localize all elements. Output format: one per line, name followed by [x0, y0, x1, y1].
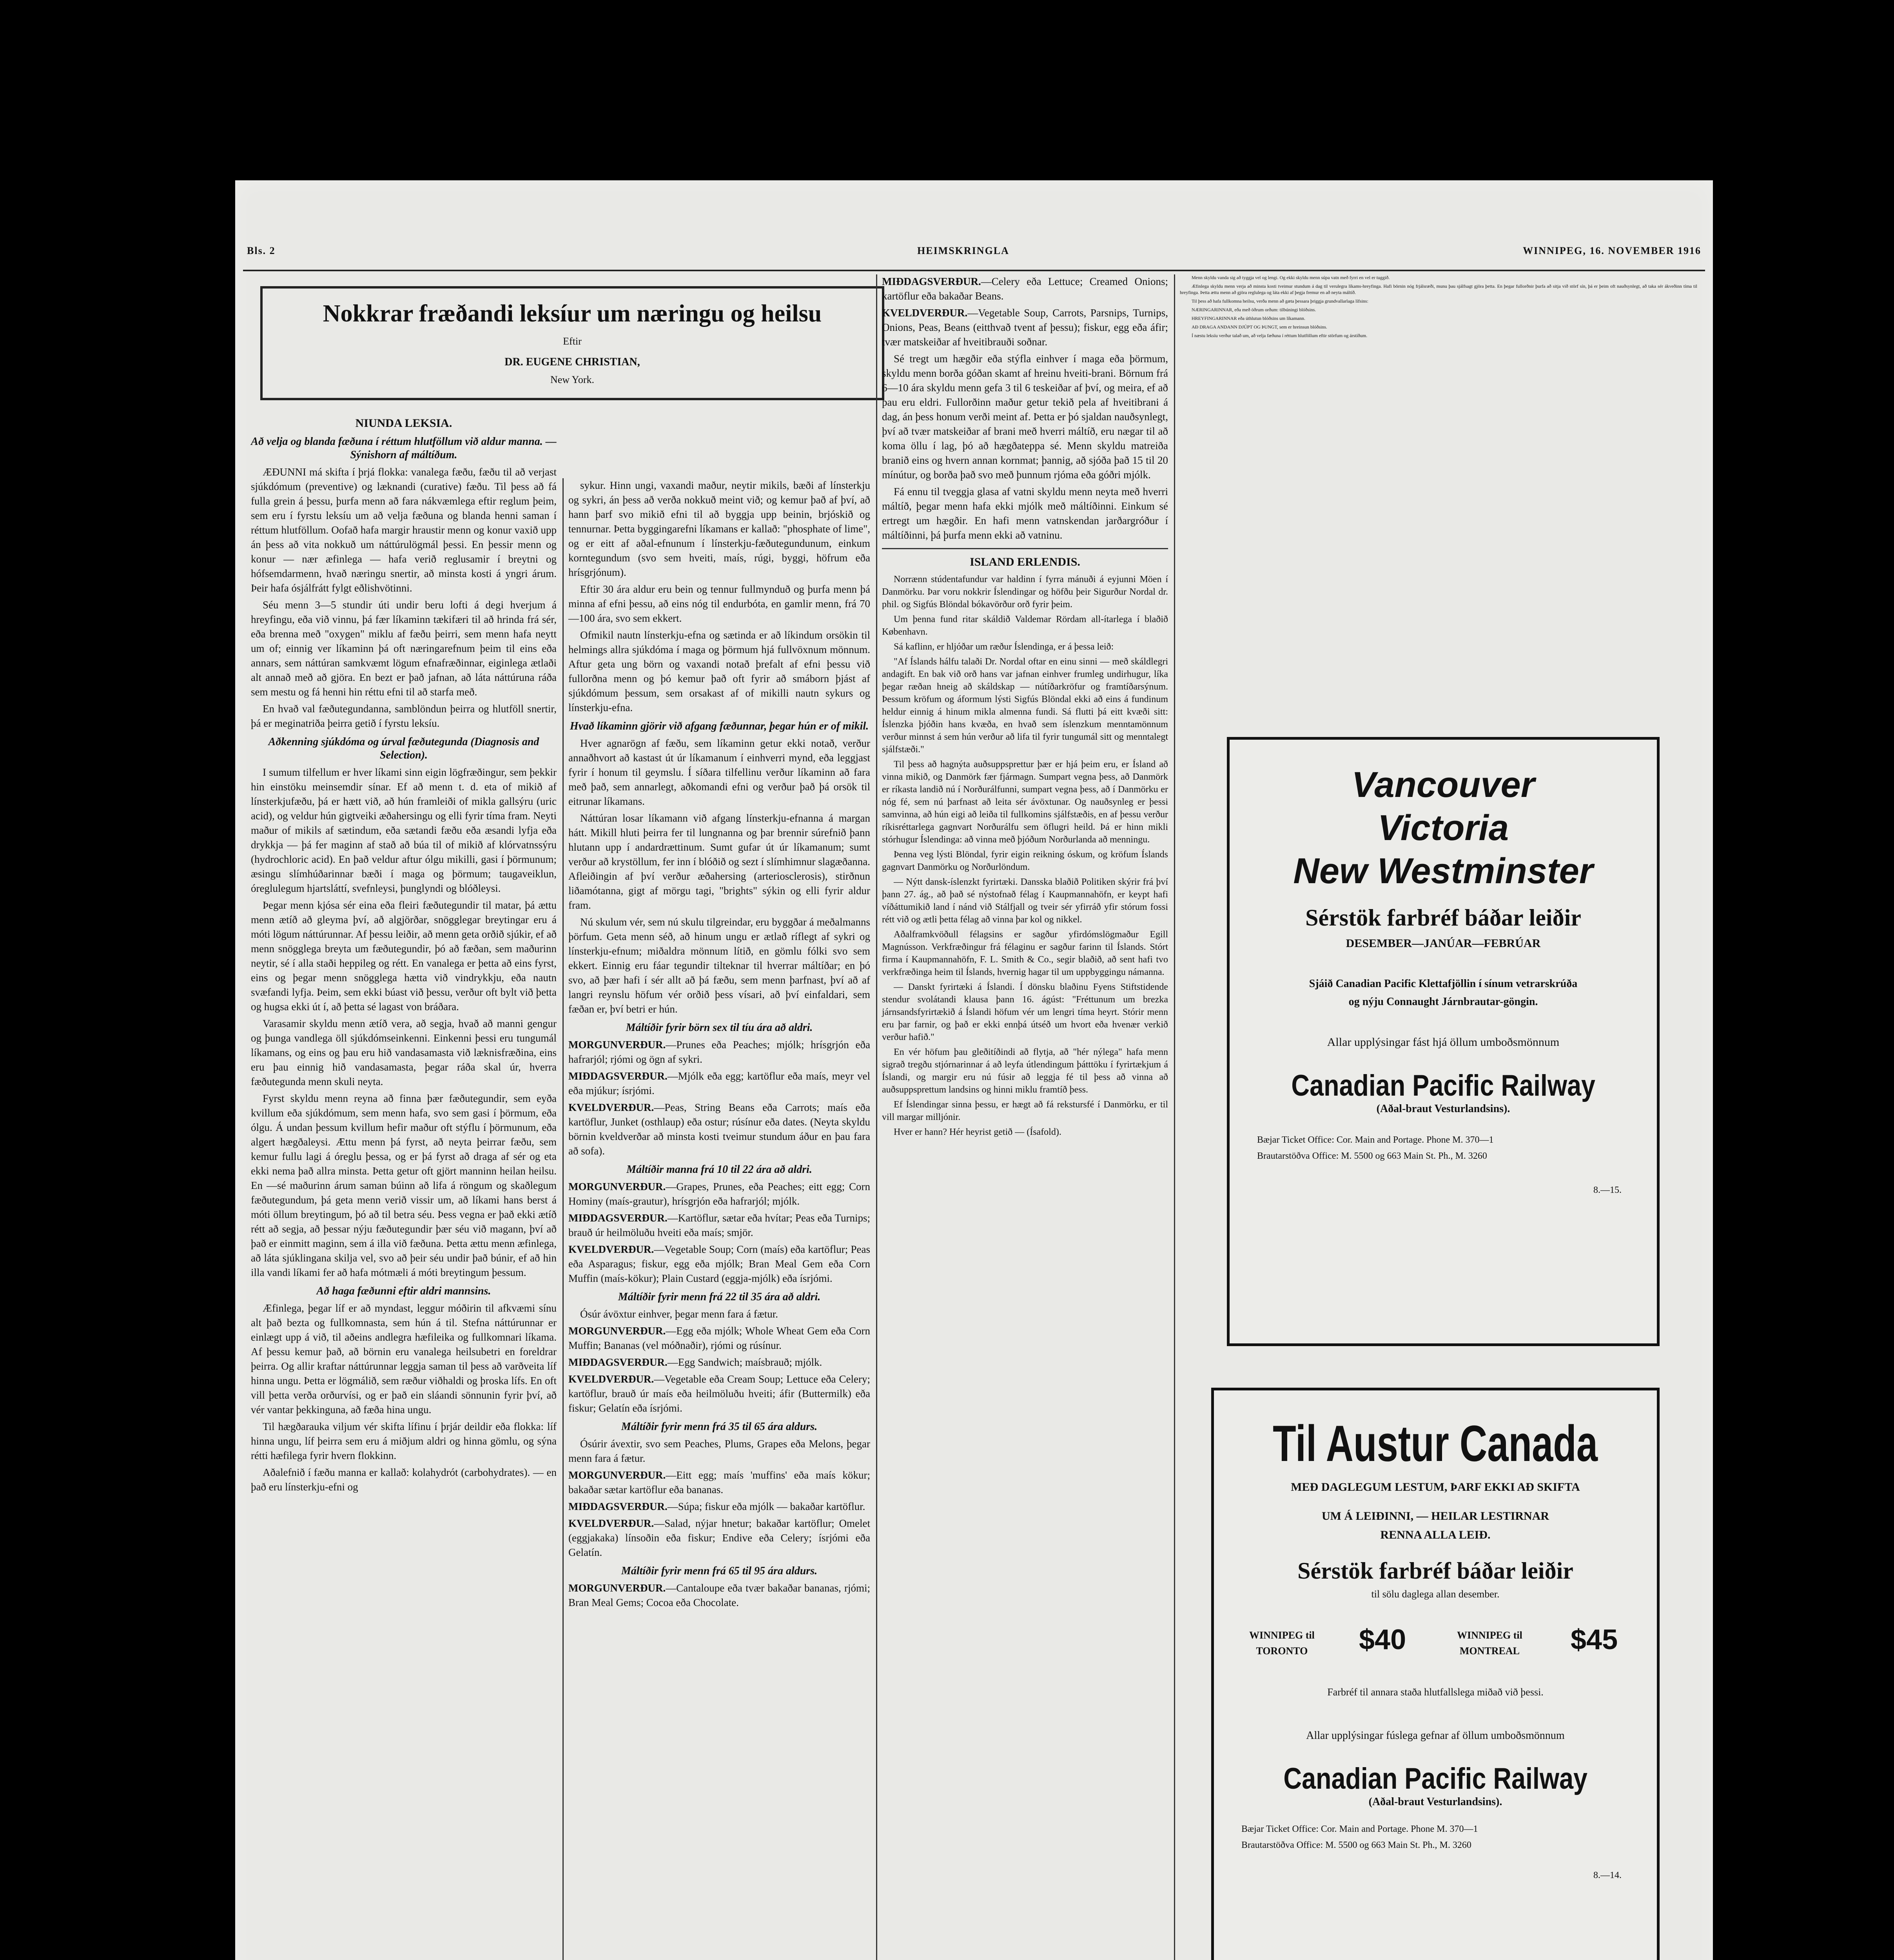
- ad2-prices: [1214, 1620, 1657, 1686]
- column-4-text: [1180, 274, 1697, 659]
- col2-text-b: [568, 736, 870, 1016]
- meal-items: —Vegetable Soup, Carrots, Parsnips, Turnips, Onions, Peas, Beans (eitthvað tvent af þessu); fiskur, egg eða áfir; tvær matskeiðar af hveitibrauði soðnar.: [882, 307, 1168, 348]
- meal-label: KVELDVERÐUR.: [882, 307, 968, 319]
- ad-line-victoria: Victoria: [1377, 808, 1509, 848]
- lesson-heading: NIUNDA LEKSIA.: [355, 417, 452, 430]
- meal-items: —Egg eða mjólk; Whole Wheat Gem eða Corn Muffin; Bananas (vel móðnaðir), rjómi og rúsínur.: [568, 1325, 870, 1351]
- meal-line: [568, 1468, 870, 1497]
- lesson-subhead: Að velja og blanda fæðuna í réttum hlutföllum við aldur manna. — Sýnishorn af máltíðum.: [251, 436, 557, 461]
- meal-line: [568, 1372, 870, 1416]
- paragraph: ÆÐUNNI má skifta í þrjá flokka: vanalega fæðu, fæðu til að verjast sjúkdómum (preventive) og læknandi (curative) fæðu. Til þess að fá fulla grein á þessu, þurfa menn að fara nákvæmlega eftir reglum þeim, sem eru í fyrstu leksíu um að velja fæðuna og blanda henni saman í réttum hlutföllum. Oofað hafa margir hraustir menn og konur vaxið upp án þess að vita nokkuð um náttúrulögmál þessi. En þessir menn og konur — nær æfinlega — hafa verið reglusamir í breytni og hófsemdarmenn, hvað næringu snertir, að minsta kosti á yngri árum. Þeir hafa ósjálfrátt fylgt eðlishvötinni.: [251, 466, 557, 594]
- paragraph: Aðalframkvöðull félagsins er sagður yfirdómslögmaður Egill Magnússon. Verkfræðingur frá félaginu er sagður farinn til Íslands. Stórt firma í Kaupmannahöfn, F. L. Smith & Co., segir blaðið, að sent hafi tvo verkfræðinga heim til Íslands, hvernig hagar til um uppbyggingu námanna.: [882, 929, 1168, 977]
- section-rule: [882, 548, 1168, 549]
- meal-label: MIÐDAGSVERÐUR.: [568, 1501, 668, 1512]
- col1-text-c: [251, 1301, 557, 1494]
- paragraph: Nú skulum vér, sem nú skulu tilgreindar, eru byggðar á meðalmanns þörfum. Geta menn séð, að hinum ungu er ætlað ríflegt af sykri og línsterkju-efnum; miðaldra mönnum lítið, en gömlu fólki svo sem ekkert. Einnig eru fáar tegundir tilteknar til hverrar máltíðar; en þó svo, að þær hafi í sér allt að þá fæðu, sem menn þarfnast, því að af langri reynslu höfum vér orðið þess vísari, að því einfaldari, sem fæðan er, því betri er hún.: [568, 916, 870, 1015]
- meal-items: —Mjólk eða egg; kartöflur eða maís, meyr vel eða mjúkur; ísrjómi.: [568, 1070, 870, 1096]
- meal-label: MORGUNVERÐUR.: [568, 1469, 666, 1481]
- meal-label: MORGUNVERÐUR.: [568, 1039, 666, 1051]
- paragraph: Eftir 30 ára aldur eru bein og tennur fullmynduð og þurfa menn þá minna af efni þessu, að eins nóg til endurbóta, en gamlir menn, frá 70—100 ára, svo sem ekkert.: [568, 583, 870, 624]
- meal-line: [568, 1211, 870, 1240]
- column-rule: [1174, 274, 1175, 1960]
- meal-plan-heading: Máltíðir fyrir menn frá 65 til 95 ára aldurs.: [621, 1565, 818, 1577]
- ad-note-2: og nýju Connaught Járnbrautar-göngin.: [1348, 996, 1538, 1008]
- meal-line: [882, 306, 1168, 349]
- meal-label: MIÐDAGSVERÐUR.: [568, 1070, 668, 1082]
- paper-name: HEIMSKRINGLA: [917, 245, 1009, 256]
- meal-items: —Prunes eða Peaches; mjólk; hrísgrjón eða hafrarjól; rjómi og ögn af sykri.: [568, 1039, 870, 1065]
- ad-line-vancouver: Vancouver: [1352, 765, 1535, 805]
- paragraph: Ef Íslendingar sinna þessu, er hægt að fá rekstursfé í Danmörku, er til vill margar milljónir.: [882, 1100, 1168, 1122]
- ad2-office-2: Brautarstöðva Office: M. 5500 og 663 Main St. Ph., M. 3260: [1241, 1840, 1471, 1850]
- paragraph: Náttúran losar líkamann við afgang línsterkju-efnanna á margan hátt. Mikill hluti þeirra fer til lungnanna og þar brennir súrefnið þann hlutann upp í andardrættinum. Sumt gufar út úr líkamanum; sumt verður að krystöllum, fer inn í blóðið og sezt í slímhimnur slagæðanna. Afleiðingin af því verður æðahersing (arteriosclerosis), stirðnun liðamótanna, gigt af mörgu tagi, "brights" sýkin og elli fyrir aldur fram.: [568, 812, 870, 911]
- meal-line: [568, 1324, 870, 1353]
- meal-line: [882, 274, 1168, 303]
- paragraph: Menn skyldu vanda sig að tyggja vel og lengi. Og ekki skyldu menn súpa vatn með fyrri en vel er tuggið.: [1192, 275, 1390, 280]
- meal-label: KVELDVERÐUR.: [568, 1243, 654, 1255]
- meal-label: KVELDVERÐUR.: [568, 1102, 654, 1113]
- col1-text-a: [251, 465, 557, 731]
- meal-items: —Egg Sandwich; maísbrauð; mjólk.: [667, 1356, 822, 1368]
- paragraph: Til þess að hafa fullkomna heilsu, verða menn að gæta þessara þriggja grundvallarlaga lífsins:: [1192, 298, 1368, 304]
- island-heading: ISLAND ERLENDIS.: [970, 555, 1080, 568]
- ad2-office-1: Bæjar Ticket Office: Cor. Main and Portage. Phone M. 370—1: [1241, 1824, 1478, 1834]
- paragraph: Til þess að hagnýta auðsuppsprettur þær er hjá þeim eru, er Ísland að vinna mikið, og Danmörk fær fjármagn. Sumpart vegna þess, að Danmörk er ríkasta landið nú í Norðurálfunni, sumpart vegna þess, að í Danmörku er nóg fé, sem nú þarfnast að leita sér ávöxtunar. Og nauðsynleg er þessi samvinna, að hún eigi að leiða til fullkomins sjálfstæðis, en af þessu verður ríkisréttarlega gagnvart Norðurálfu sem öflugri heild. Þá er hinn mikli stórhugur Íslendinga: að vinna með þjóðum Norðurlanda að menningu.: [882, 759, 1168, 845]
- article-place: New York.: [550, 374, 594, 385]
- meal-plan-heading: Máltíðir fyrir börn sex til tíu ára að aldri.: [626, 1022, 813, 1034]
- ad-office-1: Bæjar Ticket Office: Cor. Main and Portage. Phone M. 370—1: [1257, 1135, 1494, 1145]
- col4-text: [1180, 274, 1697, 339]
- cpr-vancouver-ad: [1227, 737, 1660, 1346]
- ad2-other: Farbréf til annara staða hlutfallslega miðað við þessi.: [1327, 1686, 1544, 1698]
- ad2-info: Allar upplýsingar fúslega gefnar af öllum umboðsmönnum: [1306, 1730, 1565, 1742]
- age-heading: Að haga fæðunni eftir aldri mannsins.: [316, 1285, 491, 1297]
- paragraph: sykur. Hinn ungi, vaxandi maður, neytir mikils, bæði af línsterkju og sykri, án þess að verða nokkuð meint við; og kemur það af því, að hann þarf svo mikið efni til að byggja upp beinin, brjóskið og tennurnar. Þetta byggingarefni líkamans er kallað: "phosphate of lime", og er eitt af aðal-efnunum í línsterkju-fæðutegundunum, einkum korntegundum (svo sem hveiti, maís, rúgi, byggi, höfrum eða hrísgrjónum).: [568, 479, 870, 578]
- waste-heading: Hvað líkaminn gjörir við afgang fæðunnar, þegar hún er of mikil.: [570, 720, 869, 732]
- ad2-line-1: MEÐ DAGLEGUM LESTUM, ÞARF EKKI AÐ SKIFTA: [1291, 1481, 1580, 1494]
- paragraph: Hver agnarögn af fæðu, sem líkaminn getur ekki notað, verður annaðhvort að kastast út úr líkamanum í einhverri mynd, eða leggjast fyrir í honum til geymslu. Í síðara tilfellinu verður líkaminn að fara með það, sem annarlegt, aðkomandi efni og verður það þá orsök til eitrunar líkamans.: [568, 737, 870, 807]
- paragraph: Í næstu leksíu verður talað um, að velja fæðuna í réttum hlutföllum eftir störfum og árstíðum.: [1192, 333, 1368, 338]
- column-2: [568, 478, 870, 1612]
- paragraph: Fyrst skyldu menn reyna að finna þær fæðutegundir, sem eyða kvillum eða sjúkdómum, sem menn hafa, svo sem gasi í þörmum, eða ólgu. Á undan þessum kvillum hefir maður oft stýflu í þörmunum, eða algert hægðaleysi. Ættu menn þá fyrst, að neyta þeirrar fæðu, sem kemur fullu lagi á óreglu þessa, og er þá fyrst að draga af sér og eta ekki nema það allra minsta. Þetta getur oft gjört manninn heilan heilsu. En —sé maðurinn árum saman búinn að lifa á röngum og skaðlegum fæðutegundum, þá geta menn verið vissir um, að líkami hans berst á móti öllum breytingum, þó að til betra séu. Þess vegna er það ekki ætíð rétt að segja, að þessar nýju fæðutegundir þær séu við magann, því að það er einmitt maginn, sem á illa við fæðuna. Þetta ættu menn æfinlega, að láta sjúklingana skilja vel, svo að þeir séu undir það búnir, ef að hin illa vandi líkami fer að hafa mótmæli á móti breytingum þessum.: [251, 1093, 557, 1278]
- meal-label: MORGUNVERÐUR.: [568, 1582, 666, 1594]
- meal-items: —Kartöflur, sætar eða hvítar; Peas eða Turnips; brauð úr heilmöluðu hveiti eða maís; smjör.: [568, 1212, 870, 1238]
- meal-label: MORGUNVERÐUR.: [568, 1325, 666, 1337]
- ad2-route-1: WINNIPEG til TORONTO: [1249, 1630, 1315, 1657]
- paragraph: Norrænn stúdentafundur var haldinn í fyrra mánuði á eyjunni Möen í Danmörku. Þar voru nokkrir Íslendingar og höfðu þeir Sigurður Nordal dr. phil. og Sigfús Blöndal bókavörður orð fyrir þeim.: [882, 574, 1168, 610]
- meal-plan-heading: Máltíðir fyrir menn frá 35 til 65 ára aldurs.: [621, 1421, 818, 1433]
- meal-plan-heading: Máltíðir fyrir menn frá 22 til 35 ára að aldri.: [618, 1291, 821, 1303]
- ad2-route-2: WINNIPEG til MONTREAL: [1457, 1630, 1522, 1657]
- ad2-company: Canadian Pacific Railway: [1283, 1762, 1587, 1795]
- meal-items: —Grapes, Prunes, eða Peaches; eitt egg; Corn Hominy (maís-grautur), hrísgrjón eða hafrarjól; mjólk.: [568, 1181, 870, 1207]
- ad-company-sub: (Aðal-braut Vesturlandsins).: [1376, 1103, 1510, 1115]
- paragraph: En hvað val fæðutegundanna, samblöndun þeirra og hlutföll snertir, þá er meginatriða þeirra getið í fyrstu leksíu.: [251, 703, 557, 729]
- ad2-company-sub: (Aðal-braut Vesturlandsins).: [1368, 1796, 1502, 1808]
- meal-items: —Súpa; fiskur eða mjólk — bakaðar kartöflur.: [667, 1501, 865, 1512]
- ad2-code: 8.—14.: [1593, 1870, 1622, 1880]
- paragraph: Þenna veg lýsti Blöndal, fyrir eigin reikning óskum, og kröfum Íslands gagnvart Danmörku og Norðurlöndum.: [882, 849, 1168, 872]
- article-author: DR. EUGENE CHRISTIAN,: [504, 356, 640, 368]
- ad2-sale: til sölu daglega allan desember.: [1371, 1588, 1500, 1600]
- paragraph: Þegar menn kjósa sér eina eða fleiri fæðutegundir til matar, þá ættu menn ætíð að gleyma því, að algjörðar, snögglegar breytingar eru á móti lögum náttúrunnar. Af þessu leiðir, að menn geta orðið sjúkir, ef að menn snögglega breyta um fæðutegundir, þó að fæðan, sem maðurinn neytir, sé í alla staði heppileg og rétt. En vanalega er þetta að eins fyrst, eins og þegar menn snögglega hætta við vindrykkju, eða nautn svæfandi lyfja. Þeim, sem ekki búast við þessu, verður oft bylt við þetta og hugsa ekki út í, að þetta sé lagast von bráðara.: [251, 899, 557, 1013]
- paragraph: Hver er hann? Hér heyrist getið — (Ísafold).: [894, 1127, 1061, 1137]
- cpr-east-canada-ad: [1211, 1388, 1660, 1960]
- ad2-line-3: RENNA ALLA LEIÐ.: [1380, 1528, 1491, 1541]
- paragraph: Um þenna fund ritar skáldið Valdemar Rördam all-ítarlega í blaðið København.: [882, 614, 1168, 637]
- page-number: Bls. 2: [247, 245, 276, 256]
- meal-label: MIÐDAGSVERÐUR.: [568, 1356, 668, 1368]
- meal-line: [568, 1516, 870, 1560]
- paragraph: AÐ DRAGA ANDANN DJÚPT OG ÞUNGT, sem er hreinsun blóðsins.: [1192, 324, 1327, 330]
- meal-items: —Cantaloupe eða tvær bakaðar bananas, rjómi; Bran Meal Gems; Cocoa eða Chocolate.: [568, 1582, 870, 1608]
- page-header: [243, 245, 1705, 269]
- paragraph: I sumum tilfellum er hver líkami sinn eigin lögfræðingur, sem þekkir hin einstöku meinsemdir sínar. Ef að menn t. d. eta of mikið af línsterkjufæðu, þá er hætt við, að hún framleiði of mikla gallsýru (uric acid), og veldur hún gigtveiki æðahersingu og elli fyrir tíma fram. Neyti maður of mikils af sætindum, eða sætandi fæðu eða æsandi lyfja eða drykkja — þá fer maginn af stað að búa til of mikið af klórvatnssýru (hydrochloric acid). En það veldur aftur ólgu mikilli, gasi í þörmunum; æsingu slímhúðarinnar bæði í maga og þörmum; taugaveiklun, óreglulegum hjartsláttí, svefnleysi, þunglyndi og blóðleysi.: [251, 766, 557, 894]
- ad2-line-2: UM Á LEIÐINNI, — HEILAR LESTIRNAR: [1321, 1510, 1549, 1523]
- meal-items: —Vegetable eða Cream Soup; Lettuce eða Celery; kartöflur, brauð úr maís eða heilmöluðu hveiti; áfir (Buttermilk) eða fiskur; Gelatín eða ísrjómi.: [568, 1373, 870, 1414]
- island-text: [882, 573, 1168, 1138]
- ad-fares: Sérstök farbréf báðar leiðir: [1305, 905, 1581, 931]
- ad-note-1: Sjáið Canadian Pacific Klettafjöllin í sínum vetrarskrúða: [1309, 978, 1578, 990]
- column-rule: [562, 478, 564, 1960]
- header-rule: [243, 270, 1705, 271]
- ad-company: Canadian Pacific Railway: [1291, 1069, 1595, 1102]
- dateline: WINNIPEG, 16. NOVEMBER 1916: [1523, 245, 1701, 256]
- meal-items: —Salad, nýjar hnetur; bakaðar kartöflur; Omelet (eggjakaka) línsoðin eða fiskur; Endive eða Celery; ísrjómi eða Gelatín.: [568, 1517, 870, 1558]
- column-rule: [876, 274, 877, 1960]
- paragraph: — Danskt fyrirtæki á Íslandi. Í dönsku blaðinu Fyens Stiftstidende stendur svolátandi klausa þann 16. ágúst: "Fréttunum um brezka járnsandsfyrirtækið á Íslandi höfum vér um lengri tíma heyrt. Stórir menn eru þar farnir, og það er ekki ennþá útséð um hvort eða hvenær verkið verður hafið.": [882, 982, 1168, 1042]
- ad2-price-2: $45: [1571, 1624, 1618, 1655]
- paragraph: Til hægðarauka viljum vér skifta lífinu í þrjár deildir eða flokka: líf hinna ungu, líf þeirra sem eru á miðjum aldri og hinna gömlu, og sýna rétti hæfilega fyrir hvern flokkinn.: [251, 1421, 557, 1461]
- meal-items: —Vegetable Soup; Corn (maís) eða kartöflur; Peas eða Asparagus; fiskur, egg eða mjólk; Bran Meal Gem eða Corn Muffin (maís-kökur); Plain Custard (eggja-mjólk) eða ísrjómi.: [568, 1243, 870, 1284]
- meal-items: —Peas, String Beans eða Carrots; maís eða kartöflur, Junket (osthlaup) eða ostur; rúsínur eða dates. (Neyta skyldu börnin kveldverðar að minsta kosti tveimur stundum áður en þau fara að sofa).: [568, 1102, 870, 1157]
- meal-label: MORGUNVERÐUR.: [568, 1181, 666, 1192]
- paragraph: En vér höfum þau gleðitíðindi að flytja, að "hér nýlega" hafa menn sigrað tregðu stjórnarinnar á að leyfa útlendingum þátttöku í fyrirtækjum á Íslandi, og margir eru nú fúsir að leggja fé til þess að vinna að auðsuppsprettum landsins og hinni miklu framtíð þess.: [882, 1047, 1168, 1095]
- newspaper-page: [235, 180, 1713, 1960]
- meal-label: KVELDVERÐUR.: [568, 1517, 654, 1529]
- diagnosis-heading: Aðkenning sjúkdóma og úrval fæðutegunda (Diagnosis and Selection).: [268, 736, 539, 761]
- col3-text: [882, 352, 1168, 543]
- paragraph: Æfinlega, þegar líf er að myndast, leggur móðirin til afkvæmi sínu alt það bezta og fullkomnasta, sem hún á til. Stefna náttúrunnar er einlægt upp á við, til aðeins andlegra hæfileika og fullkomnari líkama. Af þessu kemur það, að börnin eru vanalega heilsubetri en foreldrar þeirra. Og allir kraftar náttúrunnar leggja saman til þess að varðveita líf hinna ungu. Þetta er lögmálið, sem ræður viðhaldi og þroska lífs. En oft vill þetta verða orðurvísi, og er það ein sláandi sönnunin fyrir því, að vér vantar þekkinguna, að fæða hina ungu.: [251, 1302, 557, 1416]
- ad-info: Allar upplýsingar fást hjá öllum umboðsmönnum: [1327, 1036, 1560, 1049]
- ad-months: DESEMBER—JANÚAR—FEBRÚAR: [1346, 937, 1541, 950]
- paragraph: — Nýtt dansk-íslenzkt fyrirtæki. Dansska blaðið Politiken skýrir frá því þann 27. ág., að það sé nýstofnað félag í Kaupmannahöfn, er keypt hafi víðáttumikið land í nánd við Stálfjall og tveir sér yfirráð yfir stórum fossi rétt við og ætli þetta félag að vinna þar kol og nikkel.: [882, 877, 1168, 925]
- meal-items: —Eitt egg; maís 'muffins' eða maís kökur; bakaðar sætar kartöflur eða bananas.: [568, 1469, 870, 1495]
- ad-office-2: Brautarstöðva Office: M. 5500 og 663 Main St. Ph., M. 3260: [1257, 1151, 1487, 1161]
- col3-meals-continued: [882, 274, 1168, 349]
- paragraph: HREYFINGARINNAR eða úthlutun blóðsins um líkamann.: [1192, 316, 1305, 321]
- article-byline-eftir: Eftir: [563, 336, 582, 347]
- ad2-title: Til Austur Canada: [1273, 1415, 1598, 1472]
- meal-label: MIÐDAGSVERÐUR.: [882, 276, 981, 287]
- meal-line: [568, 1581, 870, 1610]
- paragraph: Aðalefnið í fæðu manna er kallað: kolahydrót (carbohydrates). — en það eru línsterkju-efni og: [251, 1466, 557, 1493]
- ad-line-new-westminster: New Westminster: [1293, 851, 1593, 891]
- meal-line: [568, 1180, 870, 1209]
- col2-text-a: [568, 478, 870, 715]
- meal-line: [568, 1499, 870, 1514]
- meal-label: KVELDVERÐUR.: [568, 1373, 654, 1385]
- meal-items: —Celery eða Lettuce; Creamed Onions; kartöflur eða bakaðar Beans.: [882, 276, 1168, 302]
- meal-line: [568, 1242, 870, 1286]
- meal-plan-note: Ósúrir ávextir, svo sem Peaches, Plums, Grapes eða Melons, þegar menn fara á fætur.: [568, 1438, 870, 1464]
- meal-line: [568, 1069, 870, 1098]
- meal-label: MIÐDAGSVERÐUR.: [568, 1212, 668, 1224]
- article-title-box: [260, 286, 884, 400]
- ad2-fares: Sérstök farbréf báðar leiðir: [1297, 1558, 1573, 1584]
- ad2-price-1: $40: [1359, 1624, 1406, 1655]
- paragraph: Ofmikil nautn línsterkju-efna og sætinda er að líkindum orsökin til helmings allra sjúkdóma í maga og þörmum hjá fullvöxnum mönnum. Aftur geta ung börn og vaxandi notað þrefalt af efni þessu við fullorðna menn og þó kemur það oft fyrir að smáborn þjást af sjúkdómum þessum, sem orsakast af of mikilli nautn sykurs og línsterkju-efna.: [568, 629, 870, 713]
- meal-plan-heading: Máltíðir manna frá 10 til 22 ára að aldri.: [626, 1163, 812, 1176]
- paragraph: Sá kaflinn, er hljóðar um ræður Íslendinga, er á þessa leið:: [894, 642, 1114, 652]
- paragraph: NÆRINGARINNAR, eða með öðrum orðum: tilbúningi blóðsins.: [1192, 307, 1316, 312]
- meal-line: [568, 1100, 870, 1158]
- paragraph: Sé tregt um hægðir eða stýfla einhver í maga eða þörmum, skyldu menn borða góðan skamt af hreinu hveiti-brani. Börnum frá 6—10 ára skyldu menn gefa 3 til 6 teskeiðar af því, og meira, ef að þau eru eldri. Fullorðinn maður getur tekið pela af hveitibrani á dag, án þess honum verði meint af. Þetta er þó sjaldan nauðsynlegt, því að tvær matskeiðar af brani með hverri máltíð, eru nægar til að koma öllu í lag, þó að hægðateppa sé. Menn skyldu matreiða branið eins og hvern annan kornmat; þannig, að sjóða það 15 til 20 mínútur, og borða það svo með þunnum rjóma eða góðri mjólk.: [882, 353, 1168, 481]
- paragraph: Fá ennu til tveggja glasa af vatni skyldu menn neyta með hverri máltíð, þegar menn hafa ekki mjólk með máltíðinni. Einkum sé ertregt um hægðir. En hafi menn vatnskendan jarðargróður í máltíðinni, þá þurfa menn ekki að vatninu.: [882, 486, 1168, 541]
- meal-plans: [568, 1021, 870, 1610]
- paragraph: Varasamir skyldu menn ætíð vera, að segja, hvað að manni gengur og þunga vandlega öll sjúkdómseinkenni. Einkenni þessi eru tungumál líkamans, og eins og þau eru hið vandasamasta við læknisfræðina, eins eru þau einnig hið vandasamasta, þegar ráða skal úr, hverra fæðutegunda menn skuli neyta.: [251, 1018, 557, 1087]
- col1-text-b: [251, 765, 557, 1280]
- paragraph: Séu menn 3—5 stundir úti undir beru lofti á degi hverjum á hreyfingu, eða við vinnu, þá fær líkaminn tækifæri til að hrinda frá sér, eða brenna með "oxygen" miklu af fæðu þeirri, sem menn hafa neytt um of; einnig ver líkaminn þá oft næringarefnum þeim til eins eða annars, sem náttúran samkvæmt lögum efnafræðinnar, eiginlega ætlaði alt annað með að gjöra. En bezt er það jafnan, að láta náttúruna ráða sem mestu og fá henni hin réttu efni til að starfa með.: [251, 599, 557, 698]
- meal-line: [568, 1038, 870, 1067]
- article-title: Nokkrar fræðandi leksíur um næringu og heilsu: [323, 300, 822, 327]
- ad-code: 8.—15.: [1593, 1185, 1622, 1195]
- paragraph: Æfinlega skyldu menn verja að minsta kosti tveimur stundum á dag til verulegra líkams-hreyfinga. Hafi börnin nóg frjálsræði, munu þau sjálfsagt gjöra þetta. En þegar fullorðnir þurfa að sitja við störf sín, þá er þeim oft nauðsynlegt, að taka sér ákveðinn tíma til hreyfinga. Þetta ættu menn að gjöra reglulega og láta ekki af þegja fremur en að neyta máltíð.: [1180, 283, 1697, 295]
- paragraph: "Af Íslands hálfu talaði Dr. Nordal oftar en einu sinni — með skáldlegri andagift. En bak við orð hans var jafnan einhver frumleg undirhugur, líka þegar ræðan hneig að skáldskap — nútíðarkröfur og framtíðarsýnum. Þessum kröfum og áformum lýsti Sigfús Blöndal ekki að eins á fundinum heldur einnig á hinum mikla almenna fundi. Sá flutti þá eitt kvæði sitt: Íslenzka þjóðin hans kvæða, en hvað sem íslenzkum menntamönnum verður minnst á sem hún verður að lifa til fyrir tungumál sitt og menntalegt sjálfstæði.": [882, 657, 1168, 755]
- column-3: [882, 274, 1168, 1141]
- meal-line: [568, 1355, 870, 1370]
- meal-plan-note: Ósúr ávöxtur einhver, þegar menn fara á fætur.: [580, 1308, 778, 1320]
